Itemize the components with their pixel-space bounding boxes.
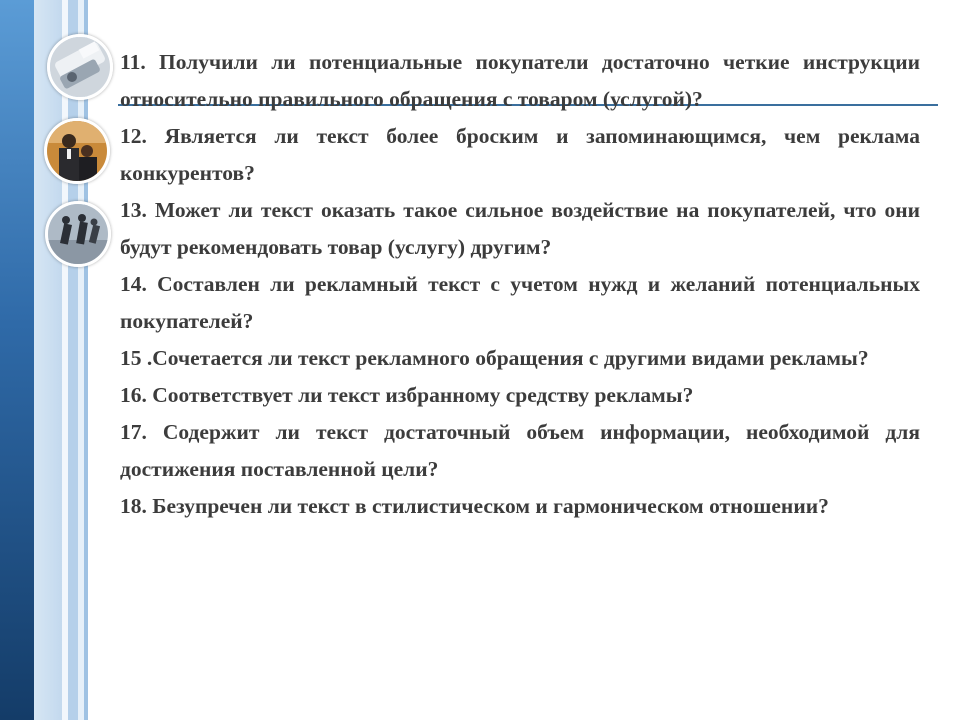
decor-stripe [34, 0, 62, 720]
question-item: 16. Соответствует ли текст избранному средству рекламы? [120, 383, 694, 407]
decor-stripe [68, 0, 78, 720]
decor-stripe [84, 0, 88, 720]
left-blue-band [0, 0, 34, 720]
question-item: 14. Составлен ли рекламный текст с учетом нужд и желаний потенциальных покупателей? [120, 272, 920, 333]
question-item: 17. Содержит ли текст достаточный объем информации, необходимой для достижения поставленной цели? [120, 420, 920, 481]
office-items-photo [47, 34, 113, 100]
questions-list [120, 44, 920, 525]
walking-people-photo [45, 201, 111, 267]
question-item: 15 .Сочетается ли текст рекламного обращения с другими видами рекламы? [120, 346, 869, 370]
question-item: 18. Безупречен ли текст в стилистическом и гармоническом отношении? [120, 494, 829, 518]
question-item: 11. Получили ли потенциальные покупатели достаточно четкие инструкции относительно правильного обращения с товаром (услугой)? [120, 50, 920, 111]
business-people-photo [44, 118, 110, 184]
question-item: 13. Может ли текст оказать такое сильное воздействие на покупателей, что они будут рекомендовать товар (услугу) другим? [120, 198, 920, 259]
question-item: 12. Является ли текст более броским и запоминающимся, чем реклама конкурентов? [120, 124, 920, 185]
